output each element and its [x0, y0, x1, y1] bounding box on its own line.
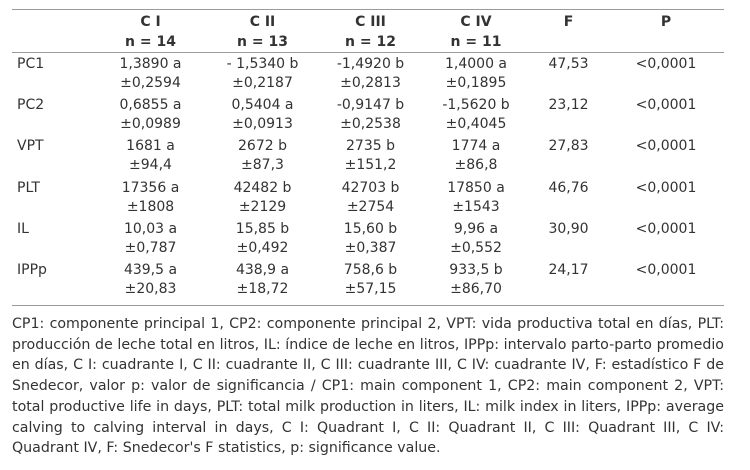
cell-sd: ±86,70	[450, 280, 502, 297]
cell-f: 30,90	[548, 220, 589, 237]
cell-ci	[94, 55, 207, 96]
cell-f: 27,83	[548, 138, 589, 155]
cell-sd: ±86,8	[454, 157, 498, 174]
row-label: PC2	[17, 97, 45, 114]
cell-ci	[94, 96, 207, 137]
row-label: VPT	[17, 138, 44, 155]
header-cell-label	[12, 12, 94, 52]
cell-ciii	[318, 55, 423, 96]
cell-sd: ±57,15	[344, 280, 397, 297]
cell-civ	[423, 261, 529, 302]
cell-ci	[94, 261, 207, 302]
row-label: IL	[17, 220, 29, 237]
cell-sd: ±1808	[126, 198, 175, 215]
row-label: PC1	[17, 56, 45, 72]
cell-p: <0,0001	[635, 179, 697, 196]
cell-value: 1,3890 a	[119, 56, 182, 72]
row-label: PLT	[17, 179, 40, 196]
cell-sd: ±94,4	[129, 157, 172, 174]
cell-ciii	[318, 137, 423, 178]
table-row	[12, 220, 724, 261]
cell-ci	[94, 220, 207, 261]
header-civ-n: n = 11	[450, 34, 502, 50]
table-row	[12, 55, 724, 96]
results-table	[12, 9, 724, 306]
table-bottom-rule	[12, 305, 724, 306]
cell-p: <0,0001	[635, 261, 697, 278]
cell-civ	[423, 220, 529, 261]
cell-sd: ±0,2538	[340, 116, 401, 133]
header-ciii-n: n = 12	[345, 34, 396, 50]
cell-value: 758,6 b	[343, 261, 398, 278]
cell-sd: ±0,387	[344, 239, 397, 256]
cell-value: 1,4000 a	[444, 56, 507, 72]
table-row	[12, 179, 724, 220]
cell-value: 2672 b	[238, 138, 287, 155]
cell-value: 15,60 b	[343, 220, 398, 237]
cell-value: 42703 b	[341, 179, 400, 196]
cell-f: 46,76	[548, 179, 589, 196]
table-row	[12, 137, 724, 178]
table-row	[12, 96, 724, 137]
cell-p: <0,0001	[635, 138, 697, 155]
row-label: IPPp	[17, 261, 47, 278]
cell-value: -0,9147 b	[336, 97, 405, 114]
cell-ciii	[318, 261, 423, 302]
table-footnote: CP1: componente principal 1, CP2: componente principal 2, VPT: vida productiva total en días, PLT: producción de leche total en litros, IL: índice de leche en litros, IPPp: intervalo parto-parto promedio en días, C I: cuadrante I, C II: cuadrante II, C III: cuadrante III, C IV: cuadrante IV, F: estadístico F de Snedecor, valor p: valor de significancia / CP1: main component 1, CP2: main component 2, VPT: total productive life in days, PLT: total milk production in liters, IL: milk index in liters, IPPp: average calving to calving interval in days, C I: Quadrant I, C II: Quadrant II, C III: Quadrant III, C IV: Quadrant IV, F: Snedecor's F statistics, p: significance value.	[12, 316, 724, 457]
cell-f: 47,53	[548, 56, 589, 72]
header-cell-ciii	[318, 12, 423, 52]
cell-f: 23,12	[548, 97, 589, 114]
header-cell-civ	[423, 12, 529, 52]
cell-sd: ±20,83	[124, 280, 177, 297]
header-p-title: P	[660, 14, 672, 30]
cell-value: 0,6855 a	[119, 97, 182, 114]
table-row	[12, 261, 724, 302]
cell-civ	[423, 137, 529, 178]
cell-sd: ±0,0913	[232, 116, 293, 133]
cell-ciii	[318, 96, 423, 137]
cell-value: 17850 a	[447, 179, 505, 196]
cell-value: 15,85 b	[235, 220, 290, 237]
cell-sd: ±0,552	[450, 239, 502, 256]
cell-cii	[207, 179, 318, 220]
cell-value: 933,5 b	[449, 261, 503, 278]
header-cii-n: n = 13	[237, 34, 288, 50]
header-cii-title: C II	[249, 14, 276, 30]
cell-cii	[207, 96, 318, 137]
header-civ-title: C IV	[460, 14, 492, 30]
cell-sd: ±0,0989	[120, 116, 181, 133]
cell-sd: ±0,1895	[445, 75, 507, 91]
header-cell-ci	[94, 12, 207, 52]
cell-sd: ±87,3	[241, 157, 284, 174]
cell-value: -1,5620 b	[442, 97, 510, 114]
cell-sd: ±0,2594	[120, 75, 181, 91]
cell-value: 0,5404 a	[231, 97, 294, 114]
cell-cii	[207, 261, 318, 302]
cell-value: 438,9 a	[235, 261, 290, 278]
cell-cii	[207, 55, 318, 96]
cell-sd: ±2129	[238, 198, 287, 215]
cell-sd: ±18,72	[236, 280, 289, 297]
cell-value: 439,5 a	[123, 261, 178, 278]
header-cell-p	[608, 12, 724, 52]
cell-sd: ±0,2813	[340, 75, 401, 91]
cell-sd: ±0,787	[124, 239, 177, 256]
header-cell-cii	[207, 12, 318, 52]
cell-ci	[94, 179, 207, 220]
header-f-title: F	[563, 14, 574, 30]
cell-sd: ±1543	[452, 198, 500, 215]
table-header-row	[12, 10, 724, 52]
cell-value: 1681 a	[126, 138, 175, 155]
cell-ciii	[318, 220, 423, 261]
cell-value: 17356 a	[121, 179, 180, 196]
cell-value: 10,03 a	[123, 220, 178, 237]
cell-sd: ±0,2187	[232, 75, 293, 91]
cell-f: 24,17	[548, 261, 589, 278]
cell-value: -1,4920 b	[336, 56, 405, 72]
cell-sd: ±2754	[346, 198, 395, 215]
cell-civ	[423, 96, 529, 137]
cell-value: 42482 b	[233, 179, 292, 196]
cell-sd: ±151,2	[344, 157, 397, 174]
cell-ci	[94, 137, 207, 178]
cell-value: 2735 b	[346, 138, 395, 155]
cell-civ	[423, 55, 529, 96]
cell-ciii	[318, 179, 423, 220]
cell-p: <0,0001	[635, 220, 697, 237]
cell-sd: ±0,4045	[445, 116, 507, 133]
header-ciii-title: C III	[355, 14, 386, 30]
cell-p: <0,0001	[635, 97, 697, 114]
header-cell-f	[529, 12, 608, 52]
cell-value: 1774 a	[451, 138, 501, 155]
cell-civ	[423, 179, 529, 220]
header-ci-title: C I	[140, 14, 161, 30]
cell-cii	[207, 137, 318, 178]
header-ci-n: n = 14	[125, 34, 176, 50]
cell-value: 9,96 a	[453, 220, 499, 237]
table-body	[12, 53, 724, 305]
cell-sd: ±0,492	[236, 239, 289, 256]
cell-cii	[207, 220, 318, 261]
cell-value: - 1,5340 b	[226, 56, 299, 72]
cell-p: <0,0001	[635, 56, 697, 72]
